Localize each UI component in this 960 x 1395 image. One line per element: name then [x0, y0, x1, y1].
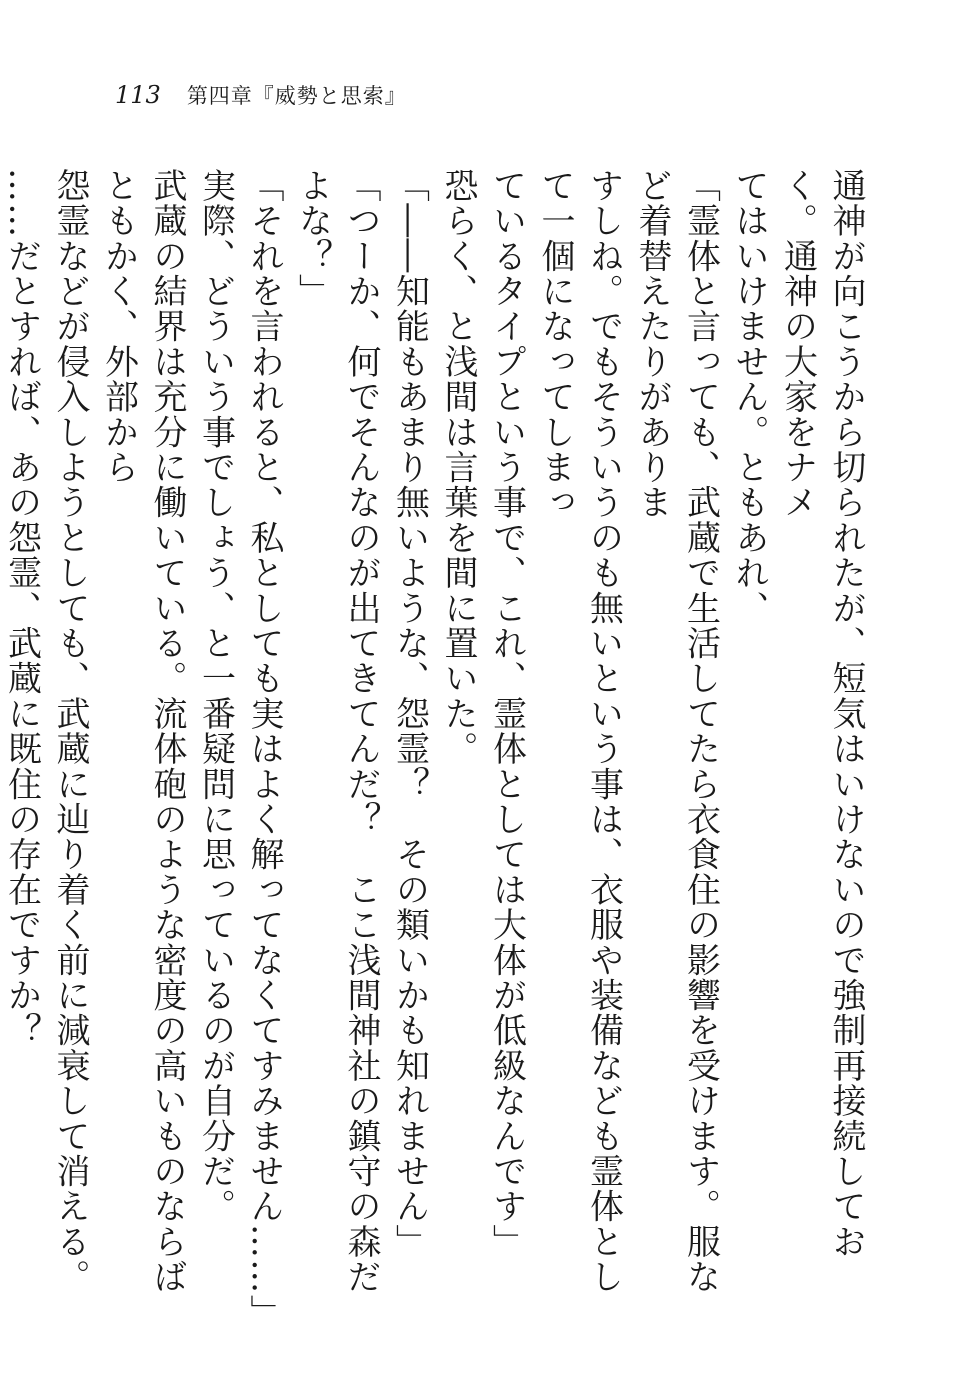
page-header — [115, 80, 407, 120]
text-line: 「――知能もあまり無いような、怨霊？ その類いかも知れません」 — [389, 168, 430, 1260]
text-line: 通神が向こうから切られたが、短気はいけないので強制再接続しておく。通神の大家をナメ — [777, 168, 866, 1260]
page-number: 113 — [115, 81, 161, 109]
text-line: 実際、どういう事でしょう、と一番疑問に思っているのが自分だ。 — [195, 168, 236, 1224]
vertical-body-text — [1, 168, 870, 1330]
text-line: 武蔵の結界は充分に働いている。流体砲のような密度の高いものならばともかく、外部から — [98, 168, 187, 1295]
text-line: 怨霊などが侵入しようとしても、武蔵に辿り着く前に減衰して消える。 — [50, 168, 90, 1295]
chapter-title: 第四章『威勢と思索』 — [186, 84, 407, 108]
text-line: てはいけません。ともあれ、 — [729, 168, 769, 626]
text-line: ているタイプという事で、これ、霊体としては大体が低級なんです」 — [486, 168, 527, 1260]
text-line: ……だとすれば、あの怨霊、武蔵に既住の存在ですか？ — [1, 168, 42, 1048]
text-line: 「それを言われると、私としても実はよく解ってなくてすみません……」 — [244, 168, 284, 1330]
text-line: 「つーか、何でそんなのが出てきてんだ？ ここ浅間神社の鎮守の森だよな？」 — [292, 168, 381, 1295]
text-line: 恐らく、と浅間は言葉を間に置いた。 — [438, 168, 478, 767]
text-line: 「霊体と言っても、武蔵で生活してたら衣食住の影響を受けます。服など着替えたりがありま — [632, 168, 721, 1295]
text-line: すしね。でもそういうのも無いという事は、衣服や装備なども霊体として一個になってしまっ — [535, 168, 624, 1295]
